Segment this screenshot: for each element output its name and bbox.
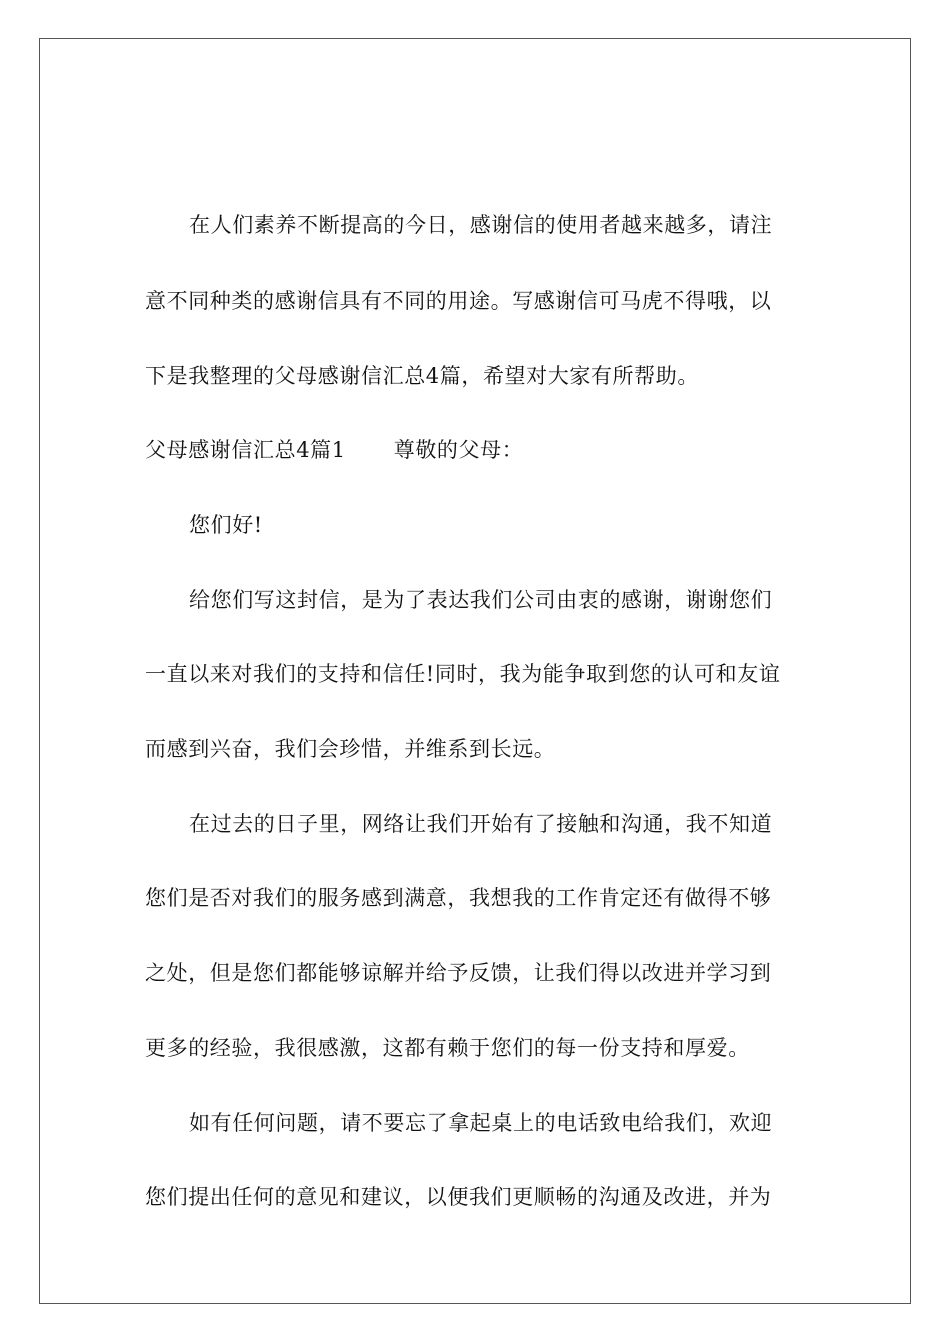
paragraph-2-line-4: 更多的经验，我很感激，这都有赖于您们的每一份支持和厚爱。 xyxy=(145,1036,750,1060)
paragraph-1-line-3: 而感到兴奋，我们会珍惜，并维系到长远。 xyxy=(145,737,556,761)
intro-line-3: 下是我整理的父母感谢信汇总4篇，希望对大家有所帮助。 xyxy=(145,364,699,388)
intro-line-1: 在人们素养不断提高的今日，感谢信的使用者越来越多，请注 xyxy=(189,213,773,237)
paragraph-3-line-2: 您们提出任何的意见和建议，以便我们更顺畅的沟通及改进，并为 xyxy=(145,1185,772,1209)
paragraph-2-line-3: 之处，但是您们都能够谅解并给予反馈，让我们得以改进并学习到 xyxy=(145,961,772,985)
heading-line xyxy=(145,437,523,463)
paragraph-1-line-1: 给您们写这封信，是为了表达我们公司由衷的感谢，谢谢您们 xyxy=(189,588,773,612)
paragraph-1-line-2: 一直以来对我们的支持和信任!同时，我为能争取到您的认可和友谊 xyxy=(145,662,781,686)
salutation: 尊敬的父母： xyxy=(393,438,524,462)
intro-line-2: 意不同种类的感谢信具有不同的用途。写感谢信可马虎不得哦，以 xyxy=(145,289,772,313)
paragraph-2-line-1: 在过去的日子里，网络让我们开始有了接触和沟通，我不知道 xyxy=(189,812,773,836)
section-title: 父母感谢信汇总4篇1 xyxy=(145,438,346,462)
paragraph-3-line-1: 如有任何问题，请不要忘了拿起桌上的电话致电给我们，欢迎 xyxy=(189,1111,773,1135)
paragraph-2-line-2: 您们是否对我们的服务感到满意，我想我的工作肯定还有做得不够 xyxy=(145,886,772,910)
greeting: 您们好! xyxy=(189,513,263,537)
